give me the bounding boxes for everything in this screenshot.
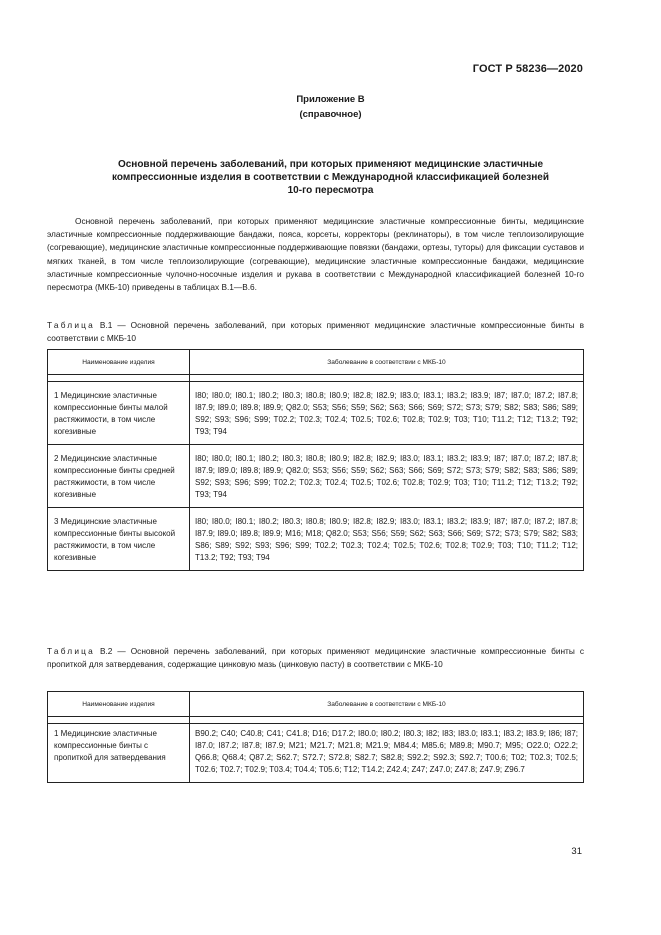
icd-codes-cell: I80; I80.0; I80.1; I80.2; I80.3; I80.8; I80.9; I82.8; I82.9; I83.0; I83.1; I83.2; I83.9; I87; I87.0; I87.2; I87.8; I87.9; I89.0; I89.8; I89.9; Q82.0; S53; S56; S59; S62; S63; S66; S69; S72; S73; S79; S82; S83; S86; S89; S92; S93; S96; S99; T02.2; T02.3; T02.4; T02.5; T02.6; T02.8; T02.9; T03; T10; T11.2; T12; T13.2; T92; T93; T94 xyxy=(190,445,584,508)
table-2-header-row xyxy=(48,692,584,717)
product-name-cell: 3 Медицинские эластичные компрессионные бинты высокой растяжимости, в том числе когезивные xyxy=(48,508,190,571)
table-row xyxy=(48,382,584,445)
icd-codes-cell: B90.2; C40; C40.8; C41; C41.8; D16; D17.2; I80.0; I80.2; I80.3; I82; I83; I83.0; I83.1; I83.2; I83.9; I86; I87; I87.0; I87.2; I87.8; I87.9; M21; M21.7; M21.8; M21.9; M84.4; M85.6; M89.8; M90.7; M95; O22.0; O22.2; Q66.8; Q68.4; Q87.2; S62.7; S72.7; S72.8; S82.7; S82.8; S92.2; S92.3; S92.7; T00.6; T02; T02.3; T02.5; T02.6; T02.7; T02.9; T03.4; T04.4; T05.6; T12; T14.2; Z42.4; Z47; Z47.0; Z47.8; Z47.9; Z96.7 xyxy=(190,724,584,783)
table-2-col-codes-header: Заболевание в соответствии с МКБ-10 xyxy=(190,692,584,717)
table-2-caption xyxy=(47,645,584,671)
table-2 xyxy=(47,691,584,783)
appendix-subtitle: (справочное) xyxy=(299,109,362,120)
page-number: 31 xyxy=(571,846,582,857)
document-code: ГОСТ Р 58236—2020 xyxy=(472,63,583,75)
table-1-caption xyxy=(47,319,584,345)
main-title-line-2: компрессионные изделия в соответствии с Международной классификацией болезней xyxy=(112,172,549,183)
table-1 xyxy=(47,349,584,571)
product-name-cell: 1 Медицинские эластичные компрессионные бинты малой растяжимости, в том числе когезивные xyxy=(48,382,190,445)
table-row xyxy=(48,445,584,508)
table-row xyxy=(48,508,584,571)
icd-codes-cell: I80; I80.0; I80.1; I80.2; I80.3; I80.8; I80.9; I82.8; I82.9; I83.0; I83.1; I83.2; I83.9; I87; I87.0; I87.2; I87.8; I87.9; I89.0; I89.8; I89.9; Q82.0; S53; S56; S59; S62; S63; S66; S69; S72; S73; S79; S82; S83; S86; S89; S92; S93; S96; S99; T02.2; T02.3; T02.4; T02.5; T02.6; T02.8; T02.9; T03; T10; T11.2; T12; T13.2; T92; T93; T94 xyxy=(190,382,584,445)
table-2-caption-label: Таблица xyxy=(47,646,95,656)
icd-codes-cell: I80; I80.0; I80.1; I80.2; I80.3; I80.8; I80.9; I82.8; I82.9; I83.0; I83.1; I83.2; I83.9; I87; I87.0; I87.2; I87.8; I87.9; I89.0; I89.8; I89.9; M16; M18; Q82.0; S53; S56; S59; S62; S63; S66; S69; S72; S73; S79; S82; S83; S86; S89; S92; S93; S96; S99; T02.2; T02.3; T02.4; T02.5; T02.6; T02.8; T02.9; T03; T10; T11.2; T12; T13.2; T92; T93; T94 xyxy=(190,508,584,571)
table-2-caption-text: В.2 — Основной перечень заболеваний, при которых применяют медицинские эластичные компрессионные бинты с пропиткой для затвердевания, содержащие цинковую мазь (цинковую пасту) в соответствии с МКБ-10 xyxy=(47,646,584,669)
table-1-col-name-header: Наименование изделия xyxy=(48,350,190,375)
table-1-caption-text: В.1 — Основной перечень заболеваний, при которых применяют медицинские эластичные компрессионные бинты в соответствии с МКБ-10 xyxy=(47,320,584,343)
main-title xyxy=(62,158,599,197)
product-name-cell: 2 Медицинские эластичные компрессионные бинты средней растяжимости, в том числе когезивные xyxy=(48,445,190,508)
table-row xyxy=(48,724,584,783)
main-title-line-3: 10-го пересмотра xyxy=(287,185,374,196)
table-2-col-name-header: Наименование изделия xyxy=(48,692,190,717)
table-1-caption-label: Таблица xyxy=(47,320,95,330)
table-1-col-codes-header: Заболевание в соответствии с МКБ-10 xyxy=(190,350,584,375)
appendix-heading xyxy=(0,92,661,122)
intro-paragraph: Основной перечень заболеваний, при которых применяют медицинские эластичные компрессионные бинты, медицинские эластичные компрессионные поддерживающие бандажи, пояса, корсеты, корректоры (реклинаторы), в том числе теплоизолирующие (согревающие), медицинские эластичные компрессионные поддерживающие повязки (бандажи, ортезы, туторы) для фиксации суставов и мягких тканей, в том числе теплоизолирующие (согревающие), медицинские эластичные компрессионные бандажи, медицинские эластичные компрессионные чулочно-носочные изделия и рукава в соответствии с Международной классификацией болезней 10-го пересмотра (МКБ-10) приведены в таблицах В.1—В.6. xyxy=(47,216,584,293)
main-title-line-1: Основной перечень заболеваний, при которых применяют медицинские эластичные xyxy=(117,159,544,170)
appendix-title: Приложение В xyxy=(296,94,365,105)
product-name-cell: 1 Медицинские эластичные компрессионные бинты с пропиткой для затвердевания xyxy=(48,724,190,783)
table-1-header-row xyxy=(48,350,584,375)
